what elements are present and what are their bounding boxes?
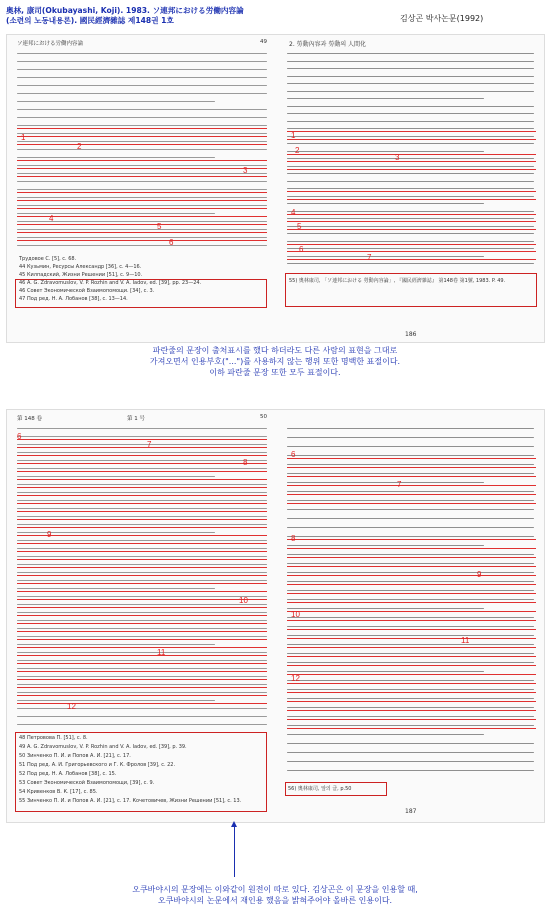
marker: 2 bbox=[295, 146, 300, 155]
marker: 7 bbox=[367, 253, 372, 262]
red-underline bbox=[17, 200, 267, 201]
korean-thesis-page-186 bbox=[277, 35, 544, 342]
text-line bbox=[17, 452, 267, 453]
japanese-source-page-49 bbox=[7, 35, 275, 342]
text-line bbox=[287, 626, 534, 627]
text-line bbox=[287, 743, 534, 744]
red-underline bbox=[287, 259, 536, 260]
red-underline bbox=[287, 458, 536, 459]
text-line bbox=[287, 241, 534, 242]
marker: 2 bbox=[77, 142, 82, 151]
text-line bbox=[287, 734, 484, 735]
red-underline bbox=[287, 169, 536, 170]
red-underline bbox=[287, 683, 536, 684]
red-underline bbox=[17, 663, 267, 664]
red-underline bbox=[17, 559, 267, 560]
text-line bbox=[17, 125, 267, 126]
text-line bbox=[287, 671, 484, 672]
text-line bbox=[17, 684, 267, 685]
text-line bbox=[17, 69, 267, 70]
red-underline bbox=[287, 719, 536, 720]
red-underline bbox=[17, 527, 267, 528]
marker: 5 bbox=[157, 222, 162, 231]
text-line bbox=[17, 612, 267, 613]
text-line bbox=[287, 256, 484, 257]
footnote: 50 Зинченко П. И. и Попов А. И. [21], с. 17. bbox=[19, 753, 131, 759]
text-line bbox=[17, 149, 267, 150]
text-line bbox=[17, 604, 267, 605]
plagiarism-note-bottom bbox=[40, 884, 510, 906]
red-underline bbox=[17, 655, 267, 656]
text-line bbox=[287, 716, 534, 717]
text-line bbox=[17, 620, 267, 621]
marker: 10 bbox=[291, 610, 300, 619]
red-underline bbox=[287, 476, 536, 477]
red-underline bbox=[287, 229, 536, 230]
text-line bbox=[287, 151, 484, 152]
text-line bbox=[287, 455, 534, 456]
marker: 4 bbox=[291, 208, 296, 217]
red-underline bbox=[17, 168, 267, 169]
text-line bbox=[287, 563, 534, 564]
red-underline bbox=[287, 611, 536, 612]
jp-header-title: ソ連邦における労働内容論 bbox=[17, 41, 84, 47]
red-underline bbox=[287, 214, 536, 215]
footnote: 54 Кривенков В. К. [17], с. 85. bbox=[19, 789, 98, 795]
text-line bbox=[287, 196, 534, 197]
red-underline bbox=[287, 665, 536, 666]
text-line bbox=[17, 197, 267, 198]
page-number: 187 bbox=[405, 808, 417, 815]
footnote: 45 Килпадский, Жизни Решении [51], с. 9—10. bbox=[19, 272, 143, 278]
text-line bbox=[17, 189, 267, 190]
red-underline bbox=[17, 240, 267, 241]
footnote: 46 Совет Экономической Взаимопомощи. [34], с. 3. bbox=[19, 288, 155, 294]
red-underline bbox=[287, 139, 536, 140]
text-line bbox=[287, 590, 534, 591]
text-line bbox=[287, 158, 534, 159]
text-line bbox=[287, 248, 534, 249]
text-line bbox=[17, 436, 267, 437]
text-line bbox=[287, 536, 534, 537]
marker: 6 bbox=[299, 245, 304, 254]
text-line bbox=[287, 581, 534, 582]
text-line bbox=[17, 716, 267, 717]
jp-page-header bbox=[17, 414, 267, 422]
text-line bbox=[17, 221, 267, 222]
text-line bbox=[287, 226, 534, 227]
footnote: 51 Под ред. А. И. Григорьевского и Г. К. Фролов [39], с. 22. bbox=[19, 762, 176, 768]
text-line bbox=[287, 106, 534, 107]
thesis-footnote: 56) 奧林康司, 앞의 글, p.50 bbox=[288, 786, 352, 792]
red-underline bbox=[17, 176, 267, 177]
text-line bbox=[287, 653, 534, 654]
red-underline bbox=[17, 519, 267, 520]
text-line bbox=[287, 233, 534, 234]
text-line bbox=[287, 491, 534, 492]
red-underline bbox=[17, 543, 267, 544]
red-underline bbox=[17, 192, 267, 193]
jp-header-page: 50 bbox=[260, 414, 267, 420]
red-underline bbox=[287, 566, 536, 567]
text-line bbox=[287, 707, 534, 708]
footnote: 49 A. G. Zdravomuslov, V. P. Rozhin and V. A. Iadov, ed. [39], p. 39. bbox=[19, 744, 187, 750]
marker: 1 bbox=[291, 131, 296, 140]
note-line: 오쿠바야시의 논문에서 재인용 했음을 밝혀주어야 올바른 인용이다. bbox=[157, 896, 393, 905]
text-line bbox=[17, 53, 267, 54]
marker: 8 bbox=[243, 458, 248, 467]
red-underline bbox=[17, 471, 267, 472]
korean-thesis-page-187 bbox=[277, 410, 544, 822]
text-line bbox=[17, 692, 267, 693]
red-underline bbox=[17, 511, 267, 512]
footnote: 48 Петровова П. [51], с. 8. bbox=[19, 735, 88, 741]
text-line bbox=[17, 668, 267, 669]
red-underline bbox=[287, 503, 536, 504]
red-underline bbox=[287, 593, 536, 594]
red-underline bbox=[17, 224, 267, 225]
text-line bbox=[287, 635, 534, 636]
text-line bbox=[287, 644, 534, 645]
citation-line-2: (소련의 노동내용론). 國民經濟雜誌 제148권 1호 bbox=[6, 16, 174, 25]
marker: 9 bbox=[47, 530, 52, 539]
text-line bbox=[287, 527, 534, 528]
red-underline bbox=[287, 485, 536, 486]
red-underline bbox=[17, 631, 267, 632]
text-line bbox=[287, 473, 534, 474]
text-line bbox=[17, 660, 267, 661]
red-underline bbox=[17, 583, 267, 584]
text-line bbox=[17, 516, 267, 517]
red-underline bbox=[287, 620, 536, 621]
text-line bbox=[17, 61, 267, 62]
note-line: 파란줄의 문장이 출처표시를 했다 하더라도 다른 사람의 표현을 그대로 bbox=[152, 346, 398, 355]
red-underline bbox=[287, 161, 536, 162]
red-underline bbox=[17, 463, 267, 464]
marker: 4 bbox=[49, 214, 54, 223]
text-line bbox=[17, 596, 267, 597]
text-line bbox=[287, 68, 534, 69]
text-line bbox=[287, 53, 534, 54]
marker: 9 bbox=[477, 570, 482, 579]
text-line bbox=[287, 76, 534, 77]
text-line bbox=[287, 500, 534, 501]
thesis-footnote: 55) 奧林康司, 「ソ連邦における 勞動內容論」, 『國民經濟雜誌』 第148卷 第1號, 1983. P. 49. bbox=[289, 278, 506, 284]
red-underline bbox=[17, 639, 267, 640]
footnote: Трудовое С. [5], с. 68. bbox=[19, 256, 77, 262]
red-underline bbox=[17, 439, 267, 440]
text-line bbox=[17, 101, 215, 102]
red-underline bbox=[287, 244, 536, 245]
red-underline bbox=[17, 447, 267, 448]
footnote: 46 A. G. Zdravomuslov, V. P. Rozhin and V. A. Iadov, ed. [39], pp. 23—24. bbox=[19, 280, 202, 286]
text-line bbox=[17, 724, 267, 725]
marker: 6 bbox=[169, 238, 174, 247]
footnote: 47 Под ред. Н. А. Лобанов [38], с. 13—14. bbox=[19, 296, 128, 302]
text-line bbox=[17, 484, 267, 485]
text-line bbox=[17, 93, 267, 94]
text-line bbox=[287, 128, 534, 129]
marker: 11 bbox=[157, 648, 166, 657]
text-line bbox=[17, 580, 267, 581]
jp-page-header bbox=[17, 39, 267, 47]
citation-line-1: 奥林, 康司(Okubayashi, Koji). 1983. ソ連邦における労働内容論 bbox=[6, 6, 244, 15]
page-number: 186 bbox=[405, 331, 417, 338]
text-line bbox=[287, 752, 534, 753]
red-underline bbox=[17, 479, 267, 480]
text-line bbox=[17, 229, 267, 230]
red-underline bbox=[287, 728, 536, 729]
plagiarism-note-top bbox=[30, 345, 520, 378]
red-underline bbox=[17, 495, 267, 496]
red-underline bbox=[17, 535, 267, 536]
red-underline bbox=[17, 607, 267, 608]
red-underline bbox=[17, 455, 267, 456]
red-underline bbox=[17, 679, 267, 680]
marker: 8 bbox=[291, 534, 296, 543]
text-line bbox=[17, 205, 267, 206]
red-underline bbox=[17, 160, 267, 161]
footnote: 53 Совет Экономической Взаимопомощи, [39], с. 9. bbox=[19, 780, 155, 786]
text-line bbox=[287, 188, 534, 189]
red-underline bbox=[287, 710, 536, 711]
text-line bbox=[17, 213, 215, 214]
text-line bbox=[287, 143, 534, 144]
red-underline bbox=[17, 144, 267, 145]
text-line bbox=[17, 500, 267, 501]
red-underline bbox=[287, 575, 536, 576]
text-line bbox=[287, 211, 534, 212]
red-underline bbox=[287, 629, 536, 630]
text-line bbox=[287, 761, 534, 762]
red-underline bbox=[17, 503, 267, 504]
text-line bbox=[17, 644, 215, 645]
marker: 11 bbox=[461, 636, 470, 645]
text-line bbox=[17, 157, 215, 158]
red-underline bbox=[287, 199, 536, 200]
red-underline bbox=[287, 602, 536, 603]
text-line bbox=[287, 680, 534, 681]
red-underline bbox=[17, 128, 267, 129]
scan-page-2 bbox=[6, 409, 545, 823]
marker: 12 bbox=[67, 702, 76, 711]
text-line bbox=[287, 662, 534, 663]
red-underline bbox=[287, 674, 536, 675]
red-underline bbox=[17, 647, 267, 648]
text-line bbox=[17, 245, 267, 246]
red-underline bbox=[17, 136, 267, 137]
note-line: 가져오면서 인용부호("...")를 사용하지 않는 행위 또한 명백한 표절이다. bbox=[149, 357, 401, 366]
text-line bbox=[17, 117, 267, 118]
red-underline bbox=[17, 208, 267, 209]
text-line bbox=[17, 444, 267, 445]
text-line bbox=[17, 476, 215, 477]
text-line bbox=[287, 263, 534, 264]
red-underline bbox=[287, 251, 536, 252]
marker: 7 bbox=[397, 480, 402, 489]
text-line bbox=[287, 437, 534, 438]
text-line bbox=[17, 468, 267, 469]
text-line bbox=[287, 61, 534, 62]
jp-header-issue: 第 1 号 bbox=[127, 416, 145, 422]
text-line bbox=[17, 628, 267, 629]
red-underline bbox=[287, 638, 536, 639]
text-line bbox=[17, 556, 267, 557]
text-line bbox=[17, 508, 267, 509]
red-underline bbox=[17, 671, 267, 672]
text-line bbox=[287, 218, 534, 219]
red-underline bbox=[17, 551, 267, 552]
text-line bbox=[17, 636, 267, 637]
text-line bbox=[287, 545, 484, 546]
scan-page-1 bbox=[6, 34, 545, 343]
text-line bbox=[287, 91, 534, 92]
red-underline bbox=[17, 575, 267, 576]
text-line bbox=[287, 98, 484, 99]
red-underline bbox=[287, 584, 536, 585]
text-line bbox=[17, 588, 215, 589]
text-line bbox=[17, 540, 267, 541]
text-line bbox=[17, 524, 267, 525]
red-underline bbox=[287, 154, 536, 155]
text-line bbox=[17, 109, 267, 110]
red-underline bbox=[17, 599, 267, 600]
red-underline bbox=[287, 494, 536, 495]
note-line: 이하 파란줄 문장 또한 모두 표절이다. bbox=[209, 368, 341, 377]
text-line bbox=[287, 121, 534, 122]
jp-header-volume: 第 148 卷 bbox=[17, 416, 42, 422]
text-line bbox=[17, 173, 267, 174]
text-line bbox=[17, 77, 267, 78]
citation-header bbox=[6, 6, 291, 26]
text-line bbox=[17, 492, 267, 493]
text-line bbox=[17, 548, 267, 549]
red-underline bbox=[17, 623, 267, 624]
text-line bbox=[17, 652, 267, 653]
thesis-title: 김상곤 박사논문(1992) bbox=[400, 14, 484, 23]
text-line bbox=[287, 770, 534, 771]
red-underline bbox=[17, 216, 267, 217]
text-line bbox=[287, 698, 534, 699]
red-underline bbox=[287, 701, 536, 702]
red-underline bbox=[287, 539, 536, 540]
jp-header-page: 49 bbox=[260, 39, 267, 45]
red-underline bbox=[17, 567, 267, 568]
note-line: 오쿠바야시의 문장에는 이와같이 원전이 따로 있다. 김상곤은 이 문장을 인용할 때, bbox=[132, 885, 418, 894]
text-line bbox=[17, 572, 267, 573]
text-line bbox=[287, 464, 534, 465]
text-line bbox=[287, 166, 534, 167]
red-underline bbox=[287, 656, 536, 657]
red-underline bbox=[287, 548, 536, 549]
text-line bbox=[17, 133, 267, 134]
text-line bbox=[287, 203, 484, 204]
marker: 5 bbox=[297, 222, 302, 231]
text-line bbox=[287, 689, 534, 690]
marker: 12 bbox=[291, 674, 300, 683]
text-line bbox=[17, 708, 267, 709]
text-line bbox=[287, 113, 534, 114]
marker: 1 bbox=[21, 133, 26, 142]
red-underline bbox=[17, 232, 267, 233]
red-underline bbox=[17, 487, 267, 488]
red-underline bbox=[287, 467, 536, 468]
red-underline bbox=[287, 692, 536, 693]
text-line bbox=[287, 509, 534, 510]
text-line bbox=[17, 237, 267, 238]
text-line bbox=[287, 446, 534, 447]
marker: 10 bbox=[239, 596, 248, 605]
red-underline bbox=[287, 557, 536, 558]
text-line bbox=[287, 599, 534, 600]
text-line bbox=[17, 700, 215, 701]
text-line bbox=[287, 136, 534, 137]
text-line bbox=[287, 482, 484, 483]
footnote: 55 Зинченко П. И. и Попов А. И. [21], с. 17. Кочетовичев, Жизни Решении [51], с. 13. bbox=[19, 798, 242, 804]
red-underline bbox=[287, 191, 536, 192]
text-line bbox=[17, 676, 267, 677]
marker: 3 bbox=[395, 153, 400, 162]
marker: 6 bbox=[17, 432, 22, 441]
text-line bbox=[287, 572, 534, 573]
text-line bbox=[287, 181, 534, 182]
text-line bbox=[287, 554, 534, 555]
text-line bbox=[287, 173, 534, 174]
text-line bbox=[287, 725, 534, 726]
text-line bbox=[287, 617, 534, 618]
red-underline bbox=[287, 221, 536, 222]
text-line bbox=[287, 608, 484, 609]
text-line bbox=[287, 518, 534, 519]
red-underline bbox=[287, 647, 536, 648]
marker: 7 bbox=[147, 440, 152, 449]
footnote: 44 Кузьмин, Ресурсы Александр [36], с. 4—16. bbox=[19, 264, 142, 270]
text-line bbox=[17, 165, 267, 166]
red-underline bbox=[17, 687, 267, 688]
marker: 6 bbox=[291, 450, 296, 459]
japanese-source-page-50 bbox=[7, 410, 275, 822]
text-line bbox=[17, 460, 267, 461]
red-underline bbox=[17, 615, 267, 616]
red-underline bbox=[287, 131, 536, 132]
red-underline bbox=[17, 703, 267, 704]
text-line bbox=[17, 141, 267, 142]
footnote: 52 Под ред. Н. А. Лобанов [38], с. 15. bbox=[19, 771, 117, 777]
red-underline bbox=[17, 591, 267, 592]
marker: 3 bbox=[243, 166, 248, 175]
text-line bbox=[287, 83, 534, 84]
kr-page-header: 2. 勞動內容과 勞動의 人間化 bbox=[289, 41, 367, 48]
up-arrow-icon bbox=[234, 825, 235, 877]
red-underline bbox=[17, 695, 267, 696]
text-line bbox=[287, 428, 534, 429]
text-line bbox=[17, 181, 267, 182]
text-line bbox=[17, 428, 267, 429]
text-line bbox=[17, 85, 267, 86]
text-line bbox=[17, 564, 267, 565]
